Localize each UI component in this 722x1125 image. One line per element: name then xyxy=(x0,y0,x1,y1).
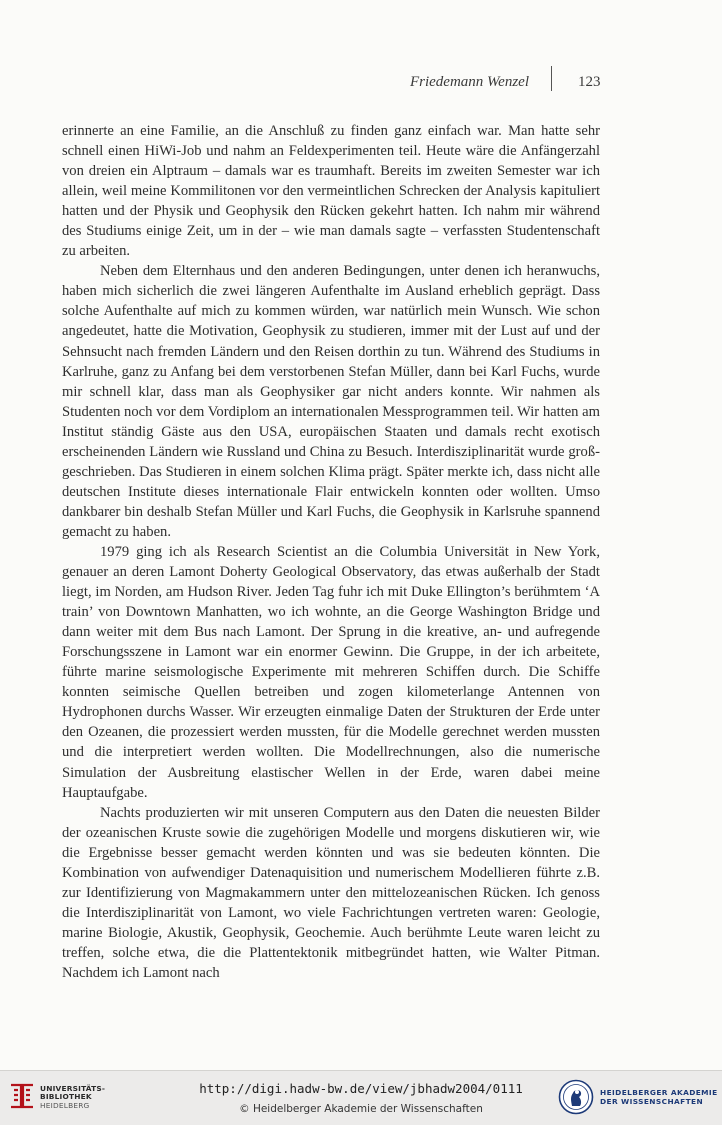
running-head xyxy=(0,74,722,96)
academy-name-line-2: DER WISSENSCHAFTEN xyxy=(600,1097,704,1106)
page-number: 123 xyxy=(578,74,601,90)
permalink-url[interactable]: http://digi.hadw-bw.de/view/jbhadw2004/0111 xyxy=(199,1081,523,1096)
academy-seal-icon[interactable] xyxy=(558,1079,594,1115)
academy-name[interactable] xyxy=(600,1088,718,1106)
paragraph-4: Nachts produzierten wir mit unseren Computern aus den Daten die neuesten Bilder der ozeanischen Kruste sowie die zugehörigen Modelle und morgens diskutieren wir, wie die Ergebnisse besser gemacht werden könnten und was sie bedeuten könnten. Die Kombination von aufwendiger Datenaquisition und numerischem Modellieren führte z.B. zur Identifizierung von Magmakammern unter den mittelozeanischen Rücken. Ich genoss die Interdisziplinarität von Lamont, wo viele Fachrichtungen vertreten waren: Geologie, marine Biologie, Akustik, Geophysik, Geochemie. Auch berühmte Leute waren leicht zu treffen, solche etwa, die die Plattentektonik mitbegründet hatten, wie Walter Pitman. Nachdem ich Lamont nach xyxy=(62,804,600,981)
running-head-author: Friedemann Wenzel xyxy=(409,74,529,90)
body-text xyxy=(62,121,600,983)
academy-name-line-1: HEIDELBERGER AKADEMIE xyxy=(600,1088,718,1097)
paragraph-3: 1979 ging ich als Research Scientist an die Columbia Universität in New York, genauer an deren Lamont Doherty Geological Observatory, das etwas außerhalb der Stadt liegt, im Norden, am Hudson River. Jeden Tag fuhr ich mit Duke Ellington’s berühmtem ‘A train’ von Downtown Manhatten, wo ich wohnte, an die George Washington Bridge und dann weiter mit dem Bus nach Lamont. Der Sprung in die kreative, an- und aufregende Forschungsszene in Lamont war ein enormer Gewinn. Die Gruppe, in der ich arbeitete, führte marine seismologische Experimente mit mehreren Schiffen durch. Die Schiffe konnten seimische Quellen betreiben und zogen kilometerlange Antennen von Hydrophonen durchs Wasser. Wir erzeugten einmalige Daten der Strukturen der Erde unter den Ozeanen, die prozessiert werden mussten, für die Modelle gerechnet werden mussten und die interpretiert werden wollten. Die Modellrechnungen, also die numerische Simulation der Ausbreitung elastischer Wellen in der Erde, waren dabei meine Hauptaufgabe. xyxy=(62,543,600,801)
viewer-footer xyxy=(0,1070,722,1125)
library-name-line-2: BIBLIOTHEK xyxy=(40,1092,92,1102)
paragraph-1: erinnerte an eine Familie, an die Anschluß zu finden ganz einfach war. Man hatte sehr schnell einen HiWi-Job und nahm an Feldexperimenten teil. Heute wäre die Anfängerzahl von dreien ein Alptraum – damals war es traumhaft. Bereits im zweiten Semester war ich allein, weil meine Kommilitonen vor den vermeintlichen Schrecken der Analysis kapituliert hatten und der Physik und Geophysik den Rücken gekehrt hatten. Ich nahm mir während des Studiums einige Zeit, um in der – wie man damals sagte – verfassten Studentenschaft zu arbeiten. xyxy=(62,123,600,260)
library-name-line-1: UNIVERSITÄTS- xyxy=(40,1084,106,1093)
library-name-line-3: HEIDELBERG xyxy=(40,1100,90,1110)
running-head-divider xyxy=(551,66,552,91)
copyright-notice: © Heidelberger Akademie der Wissenschaften xyxy=(239,1103,483,1115)
paragraph-2: Neben dem Elternhaus und den anderen Bedingungen, unter denen ich heranwuchs, haben mich sicherlich die zwei längeren Aufenthalte im Ausland erheblich geprägt. Dass solche Aufenthalte auf mich zu kommen würden, war natürlich mein Wunsch. Wie schon angedeutet, hatte die Motivation, Geophysik zu studieren, immer mit der Lust auf und der Sehnsucht nach fremden Ländern und den Reisen dorthin zu tun. Während des Studiums in Karlruhe, ganz zu Anfang bei dem verstorbenen Stefan Müller, dann bei Karl Fuchs, wurde mir schnell klar, dass man als Geophysiker gar nicht anders konnte. Wir nahmen als Studenten noch vor dem Vordiplom an internationalen Messprogrammen teil. Wir hatten am Institut ständig Gäste aus den USA, europäischen Staaten und damals recht exotisch erscheinenden Ländern wie Russland und China zu Besuch. Interdisziplinarität wurde großgeschrieben. Das Studieren in einem solchen Klima prägt. Später merkte ich, dass nicht alle deutschen Institute dieses internationale Flair entwickeln konnten oder wollten. Umso dankbarer bin deshalb Stefan Müller und Karl Fuchs, die Geophysik in Karlsruhe spannend gemacht zu haben. xyxy=(62,263,600,540)
